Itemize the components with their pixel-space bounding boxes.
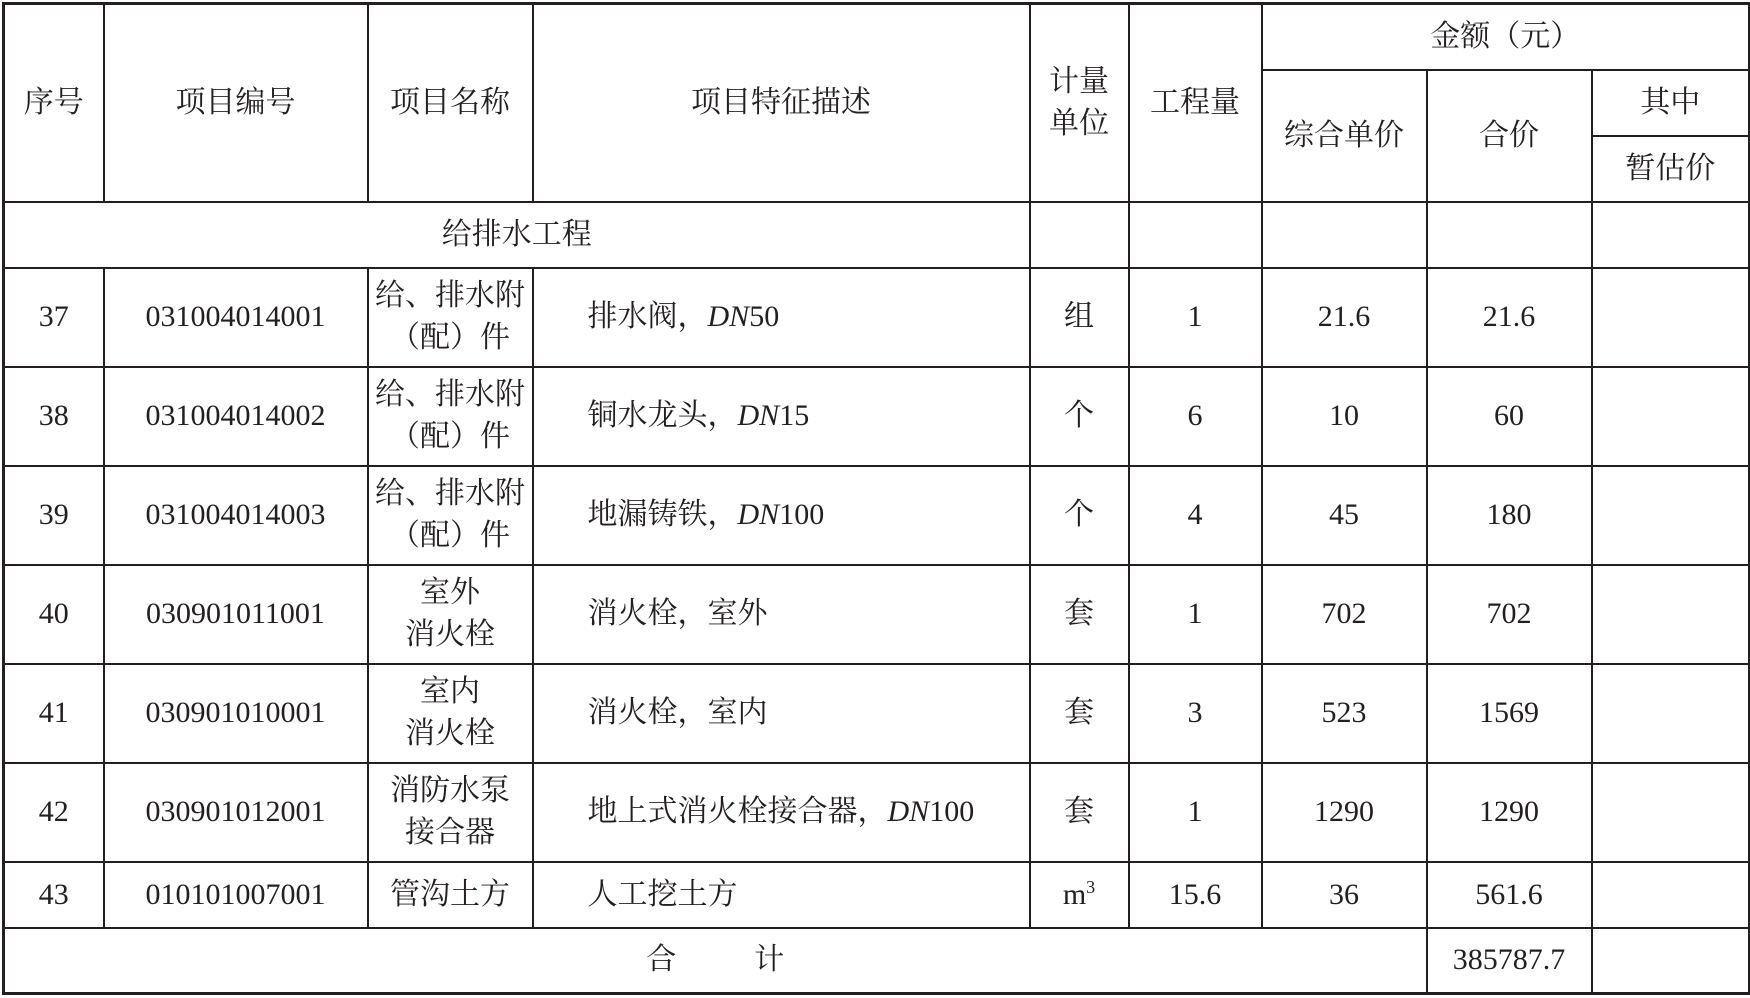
row-provisional — [1592, 862, 1750, 928]
row-total: 60 — [1427, 367, 1592, 466]
row-unit-price: 36 — [1262, 862, 1427, 928]
row-desc — [533, 367, 1030, 466]
row-unit: 组 — [1030, 268, 1129, 367]
total-provisional — [1592, 928, 1750, 994]
row-name-line2: 消火栓 — [405, 618, 495, 651]
row-name-line2: 消火栓 — [405, 717, 495, 750]
row-name-line2: （配）件 — [390, 420, 510, 453]
row-desc — [533, 763, 1030, 862]
row-total: 1290 — [1427, 763, 1592, 862]
table-row — [4, 367, 1750, 466]
row-unit-price: 10 — [1262, 367, 1427, 466]
row-name-line1: 消防水泵 — [390, 774, 510, 807]
row-qty: 1 — [1129, 565, 1262, 664]
total-row — [4, 928, 1750, 994]
row-unit: 套 — [1030, 763, 1129, 862]
header-code: 项目编号 — [104, 4, 368, 202]
header-name: 项目名称 — [368, 4, 533, 202]
table-row — [4, 268, 1750, 367]
section-empty-cell — [1427, 202, 1592, 268]
row-provisional — [1592, 268, 1750, 367]
total-label — [4, 928, 1427, 994]
row-seq: 39 — [4, 466, 104, 565]
row-total: 1569 — [1427, 664, 1592, 763]
header-amount: 金额（元） — [1262, 4, 1750, 70]
row-desc-text: 地漏铸铁， — [587, 498, 738, 531]
header-row-1 — [4, 4, 1750, 70]
row-desc-dn-value: 100 — [779, 498, 825, 531]
row-provisional — [1592, 367, 1750, 466]
row-desc — [533, 268, 1030, 367]
row-desc-text: 消火栓，室内 — [587, 696, 768, 729]
row-desc — [533, 466, 1030, 565]
row-name-line2: （配）件 — [390, 321, 510, 354]
row-provisional — [1592, 664, 1750, 763]
row-desc-dn: DN — [707, 300, 750, 333]
row-unit-price: 45 — [1262, 466, 1427, 565]
row-name — [368, 565, 533, 664]
section-row — [4, 202, 1750, 268]
row-code: 031004014002 — [104, 367, 368, 466]
header-unit — [1030, 4, 1129, 202]
row-name — [368, 763, 533, 862]
row-desc — [533, 565, 1030, 664]
section-empty-cell — [1030, 202, 1129, 268]
table-row — [4, 862, 1750, 928]
table-row — [4, 466, 1750, 565]
row-total: 561.6 — [1427, 862, 1592, 928]
total-label-char2: 计 — [754, 943, 785, 977]
header-unit-line1: 计量 — [1049, 64, 1109, 98]
row-unit — [1030, 862, 1129, 928]
row-total: 180 — [1427, 466, 1592, 565]
row-total: 21.6 — [1427, 268, 1592, 367]
row-unit-superscript: 3 — [1086, 876, 1096, 897]
row-qty: 15.6 — [1129, 862, 1262, 928]
row-qty: 1 — [1129, 268, 1262, 367]
row-provisional — [1592, 763, 1750, 862]
row-desc — [533, 664, 1030, 763]
table-row — [4, 565, 1750, 664]
row-desc-dn: DN — [887, 795, 930, 828]
row-desc-text: 地上式消火栓接合器， — [587, 795, 888, 828]
header-qty: 工程量 — [1129, 4, 1262, 202]
total-label-char1: 合 — [646, 943, 677, 977]
row-code: 030901010001 — [104, 664, 368, 763]
row-seq: 40 — [4, 565, 104, 664]
row-desc-text: 消火栓，室外 — [587, 597, 768, 630]
section-empty-cell — [1129, 202, 1262, 268]
row-desc-dn-value: 15 — [779, 399, 810, 432]
row-code: 031004014003 — [104, 466, 368, 565]
row-desc-dn: DN — [737, 498, 780, 531]
header-unit-price: 综合单价 — [1262, 70, 1427, 202]
row-name-line1: 室外 — [420, 576, 480, 609]
bill-of-quantities-table — [2, 2, 1750, 995]
row-unit-price: 702 — [1262, 565, 1427, 664]
header-desc: 项目特征描述 — [533, 4, 1030, 202]
row-name — [368, 367, 533, 466]
row-qty: 4 — [1129, 466, 1262, 565]
row-name — [368, 664, 533, 763]
row-unit: 套 — [1030, 565, 1129, 664]
row-desc — [533, 862, 1030, 928]
row-provisional — [1592, 565, 1750, 664]
row-desc-dn-value: 100 — [929, 795, 975, 828]
row-qty: 6 — [1129, 367, 1262, 466]
row-name-line1: 室内 — [420, 675, 480, 708]
row-name-line1: 给、排水附 — [375, 279, 525, 312]
row-unit: 个 — [1030, 466, 1129, 565]
row-name-line2: 接合器 — [405, 816, 495, 849]
row-desc-dn: DN — [737, 399, 780, 432]
row-name-line1: 给、排水附 — [375, 477, 525, 510]
header-unit-line2: 单位 — [1049, 106, 1109, 140]
row-seq: 38 — [4, 367, 104, 466]
row-desc-text: 排水阀， — [587, 300, 708, 333]
row-unit: 套 — [1030, 664, 1129, 763]
row-seq: 43 — [4, 862, 104, 928]
row-code: 030901012001 — [104, 763, 368, 862]
row-unit-base: m — [1062, 877, 1087, 911]
row-name — [368, 268, 533, 367]
row-seq: 37 — [4, 268, 104, 367]
section-empty-cell — [1592, 202, 1750, 268]
row-name: 管沟土方 — [368, 862, 533, 928]
row-provisional — [1592, 466, 1750, 565]
section-empty-cell — [1262, 202, 1427, 268]
row-desc-text: 铜水龙头， — [587, 399, 738, 432]
table-row — [4, 763, 1750, 862]
row-name-line2: （配）件 — [390, 519, 510, 552]
header-provisional: 暂估价 — [1592, 136, 1750, 202]
table-row — [4, 664, 1750, 763]
row-unit-price: 21.6 — [1262, 268, 1427, 367]
row-total: 702 — [1427, 565, 1592, 664]
row-code: 010101007001 — [104, 862, 368, 928]
row-desc-text: 人工挖土方 — [587, 877, 738, 911]
row-qty: 1 — [1129, 763, 1262, 862]
header-of-which: 其中 — [1592, 70, 1750, 136]
total-value: 385787.7 — [1427, 928, 1592, 994]
header-total-price: 合价 — [1427, 70, 1592, 202]
row-qty: 3 — [1129, 664, 1262, 763]
row-unit-price: 523 — [1262, 664, 1427, 763]
row-unit-price: 1290 — [1262, 763, 1427, 862]
header-seq: 序号 — [4, 4, 104, 202]
row-name — [368, 466, 533, 565]
row-desc-dn-value: 50 — [749, 300, 780, 333]
row-seq: 41 — [4, 664, 104, 763]
section-title: 给排水工程 — [4, 202, 1030, 268]
row-code: 030901011001 — [104, 565, 368, 664]
row-name-line1: 给、排水附 — [375, 378, 525, 411]
row-seq: 42 — [4, 763, 104, 862]
row-code: 031004014001 — [104, 268, 368, 367]
row-unit: 个 — [1030, 367, 1129, 466]
